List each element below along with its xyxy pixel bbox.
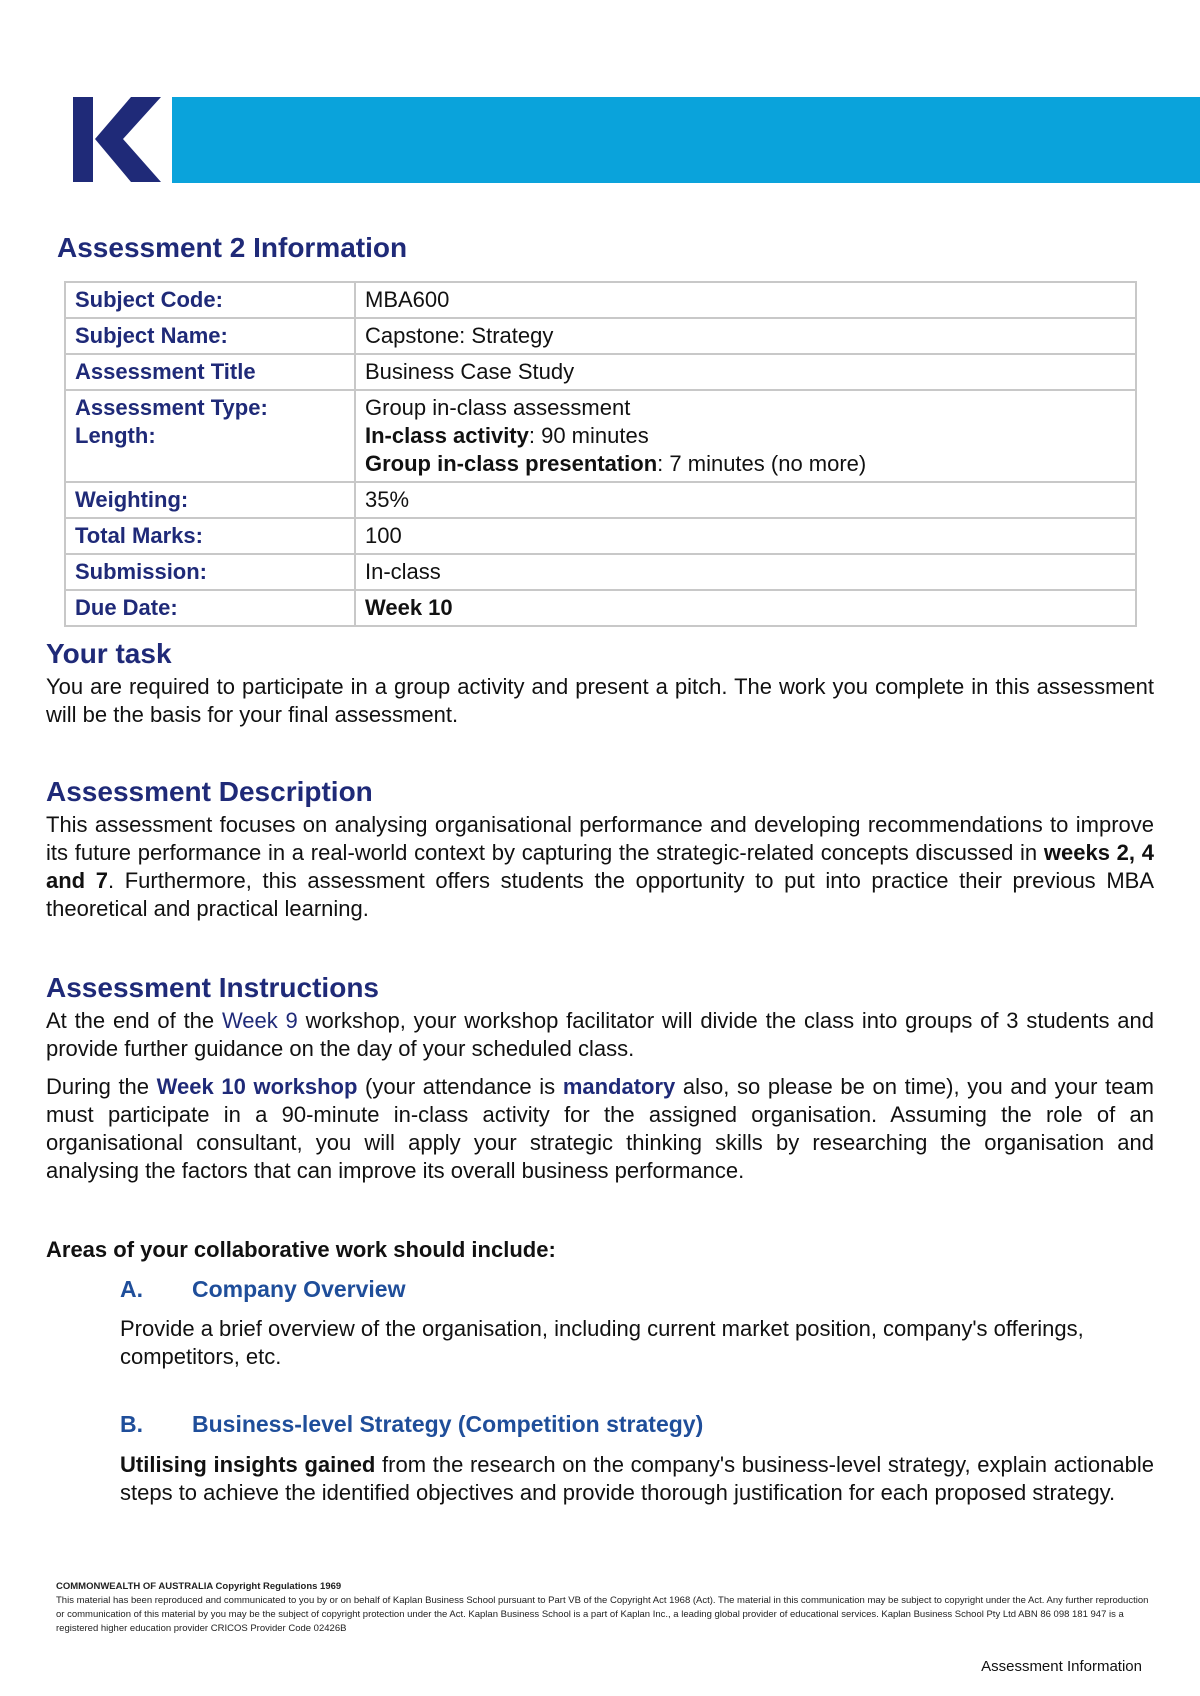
table-row <box>65 554 1136 590</box>
due-date-value: Week 10 <box>355 590 1136 626</box>
header-banner <box>172 97 1200 183</box>
submission-label: Submission: <box>65 554 355 590</box>
subject-name-label: Subject Name: <box>65 318 355 354</box>
description-text-1: This assessment focuses on analysing organisational performance and developing recommendations to improve its future performance in a real-world context by capturing the strategic-related concepts discussed in <box>46 812 1154 865</box>
section-a-letter: A. <box>120 1276 143 1302</box>
assessment-type-cell <box>65 390 355 482</box>
your-task-body: You are required to participate in a group activity and present a pitch. The work you complete in this assessment will be the basis for your final assessment. <box>46 674 1154 727</box>
total-marks-label: Total Marks: <box>65 518 355 554</box>
instructions-p2-text-a: During the <box>46 1074 157 1099</box>
instructions-heading: Assessment Instructions <box>46 972 379 1003</box>
presentation-value: : 7 minutes (no more) <box>657 451 867 476</box>
description-body <box>46 811 1154 923</box>
table-row <box>65 318 1136 354</box>
instructions-p2-text-b: (your attendance is <box>357 1074 563 1099</box>
table-row <box>65 482 1136 518</box>
presentation-line <box>365 450 1126 478</box>
description-weeks: weeks 2, 4 and 7 <box>46 840 1154 893</box>
instructions-week9: Week 9 <box>221 1008 298 1033</box>
due-date-label: Due Date: <box>65 590 355 626</box>
subject-code-value: MBA600 <box>355 282 1136 318</box>
table-row <box>65 518 1136 554</box>
instructions-week10: Week 10 workshop <box>156 1074 358 1099</box>
table-row <box>65 590 1136 626</box>
copyright-title: COMMONWEALTH OF AUSTRALIA Copyright Regulations 1969 <box>56 1581 342 1592</box>
table-row <box>65 354 1136 390</box>
length-label: Length: <box>75 423 156 448</box>
section-b-title: Business-level Strategy (Competition strategy) <box>192 1411 704 1437</box>
assessment-type-label: Assessment Type: <box>75 395 268 420</box>
section-b-heading <box>120 1411 703 1438</box>
section-b-bold: Utilising insights gained <box>120 1452 376 1477</box>
instructions-mandatory: mandatory <box>562 1074 676 1099</box>
instructions-p1-text-b: workshop, your workshop facilitator will divide the class into groups of 3 students and provide further guidance on the day of your scheduled class. <box>46 1008 1154 1061</box>
total-marks-value: 100 <box>355 518 1136 554</box>
kaplan-k-logo-icon <box>73 97 161 182</box>
instructions-p1-text-a: At the end of the <box>46 1008 222 1033</box>
section-b-text: from the research on the company's business-level strategy, explain actionable steps to achieve the identified objectives and provide thorough justification for each proposed strategy. <box>120 1452 1154 1505</box>
inclass-activity-label: In-class activity <box>365 423 529 448</box>
instructions-p2-text-c: also, so please be on time), you and your team must participate in a 90-minute in-class activity for the assigned organisation. Assuming the role of an organisational consultant, you will apply your strategic thinking skills by researching the organisation and analysing the factors that can improve its overall business performance. <box>46 1074 1154 1183</box>
description-heading: Assessment Description <box>46 776 373 807</box>
instructions-paragraph-2 <box>46 1073 1154 1185</box>
instructions-paragraph-1 <box>46 1007 1154 1063</box>
presentation-label: Group in-class presentation <box>365 451 658 476</box>
inclass-activity-line <box>365 422 1126 450</box>
section-a-title: Company Overview <box>192 1276 406 1302</box>
subject-name-value: Capstone: Strategy <box>355 318 1136 354</box>
page-title: Assessment 2 Information <box>57 232 408 263</box>
table-row <box>65 282 1136 318</box>
your-task-heading: Your task <box>46 638 172 669</box>
subject-code-label: Subject Code: <box>65 282 355 318</box>
weighting-label: Weighting: <box>65 482 355 518</box>
assessment-type-value-cell <box>355 390 1136 482</box>
inclass-activity-value: : 90 minutes <box>528 423 649 448</box>
assessment-info-table <box>64 281 1137 627</box>
section-b-letter: B. <box>120 1411 143 1437</box>
submission-value: In-class <box>355 554 1136 590</box>
assessment-type-value: Group in-class assessment <box>365 395 631 420</box>
copyright-notice: This material has been reproduced and communicated to you by or on behalf of Kaplan Business School pursuant to Part VB of the Copyright Act 1968 (Act). The material in this communication may be subject to copyright under the Act. Any further reproduction or communication of this material by you may be the subject of copyright protection under the Act. Kaplan Business School is a part of Kaplan Inc., a leading global provider of educational services. Kaplan Business School Pty Ltd ABN 86 098 181 947 is a registered higher education provider CRICOS Provider Code 02426B <box>56 1595 1149 1634</box>
areas-heading: Areas of your collaborative work should include: <box>46 1237 556 1262</box>
section-b-body <box>120 1451 1154 1507</box>
section-a-body: Provide a brief overview of the organisation, including current market position, company's offerings, competitors, etc. <box>120 1316 1084 1369</box>
description-text-2: . Furthermore, this assessment offers students the opportunity to put into practice their previous MBA theoretical and practical learning. <box>46 868 1154 921</box>
assessment-title-value: Business Case Study <box>355 354 1136 390</box>
copyright-footer <box>56 1580 1150 1636</box>
table-row <box>65 390 1136 482</box>
weighting-value: 35% <box>355 482 1136 518</box>
assessment-title-label: Assessment Title <box>65 354 355 390</box>
section-a-heading <box>120 1276 405 1303</box>
page-footer-label: Assessment Information <box>981 1658 1142 1675</box>
